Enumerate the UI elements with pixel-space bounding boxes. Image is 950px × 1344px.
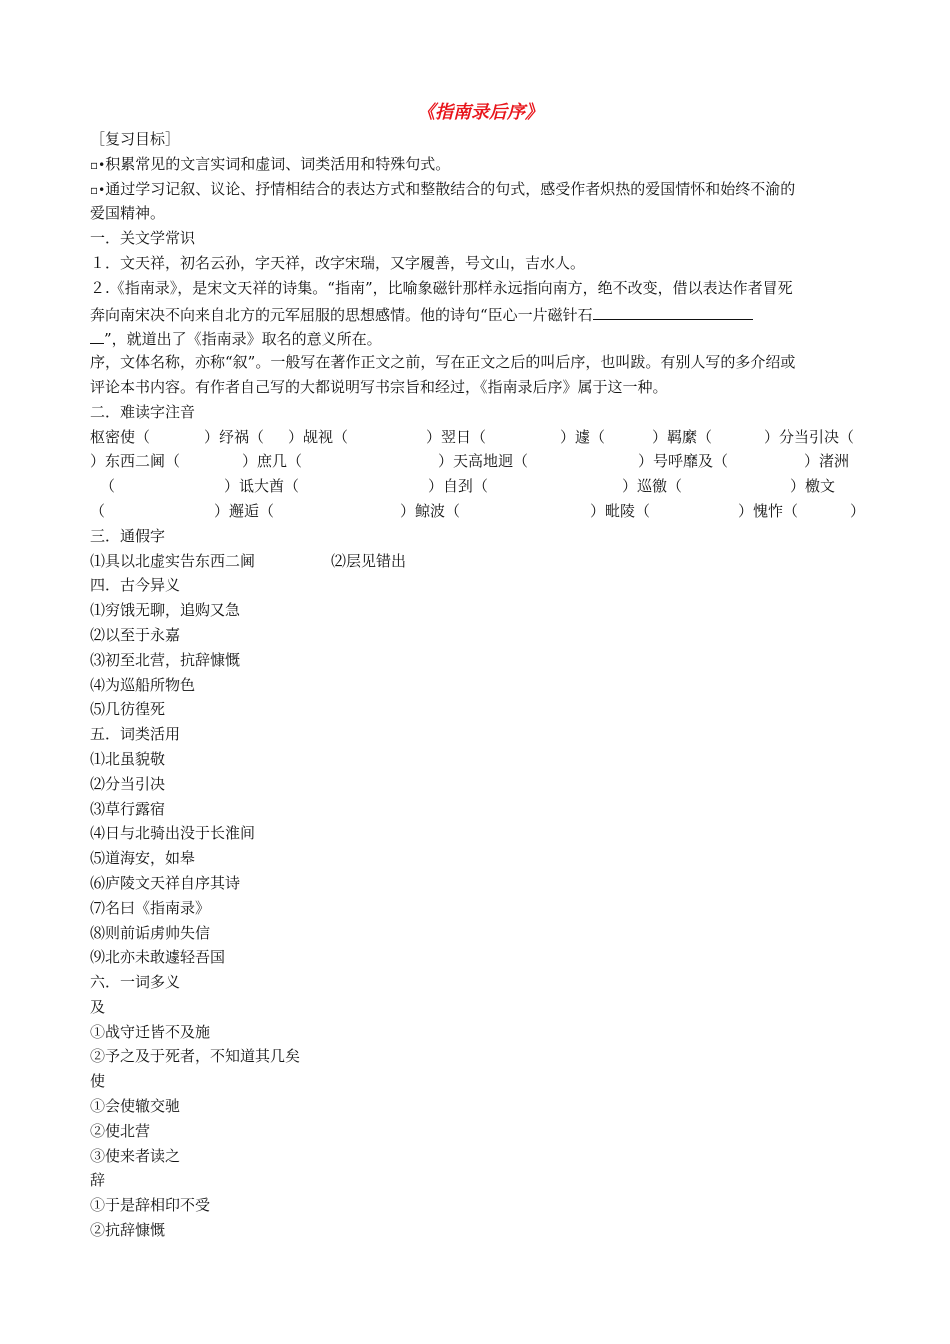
pinyin-item: ）庶几（ bbox=[242, 452, 303, 471]
pinyin-item: ）毗陵（ bbox=[590, 501, 651, 520]
pinyin-item: ） bbox=[850, 501, 866, 520]
section-1-heading: 一．关文学常识 bbox=[90, 229, 196, 248]
list-item: ⑻则前诟虏帅失信 bbox=[90, 923, 211, 942]
polysemy-word: 及 bbox=[90, 997, 106, 1016]
pinyin-row-1 bbox=[90, 425, 870, 450]
literature-p2a: ２.《指南录》，是宋文天祥的诗集。“指南”，比喻象磁针那样永远指向南方，绝不改变，借以表达作者冒死 bbox=[90, 278, 793, 297]
list-item: ⑹庐陵文天祥自序其诗 bbox=[90, 873, 241, 892]
list-item: ②抗辞慷慨 bbox=[90, 1221, 166, 1240]
pinyin-item: ）邂逅（ bbox=[214, 501, 275, 520]
list-item: ⑸几彷徨死 bbox=[90, 700, 166, 719]
list-item: ⑼北亦未敢遽轻吾国 bbox=[90, 948, 226, 967]
pinyin-item: ）遽（ bbox=[560, 427, 606, 446]
goal-item-1: ▫•积累常见的文言实词和虚词、词类活用和特殊句式。 bbox=[90, 154, 451, 173]
pinyin-row-3 bbox=[90, 474, 870, 499]
section-3-heading: 三．通假字 bbox=[90, 526, 166, 545]
pinyin-item: ）天高地迥（ bbox=[438, 452, 529, 471]
literature-p2b: 奔向南宋决不向来自北方的元军屈服的思想感情。他的诗句“臣心一片磁针石 bbox=[90, 301, 870, 326]
pinyin-item: ）愧怍（ bbox=[738, 501, 799, 520]
pinyin-item: ）巡徼（ bbox=[622, 477, 683, 496]
pinyin-item: ）鲸波（ bbox=[400, 501, 461, 520]
list-item: ③使来者读之 bbox=[90, 1146, 181, 1165]
literature-p3b: 评论本书内容。有作者自己写的大都说明写书宗旨和经过，《指南录后序》属于这一种。 bbox=[90, 377, 668, 396]
goals-heading: ［复习目标］ bbox=[90, 130, 181, 148]
bullet-icon: ▫• bbox=[90, 157, 106, 172]
pinyin-row-2 bbox=[90, 449, 870, 474]
list-item: ⑵分当引决 bbox=[90, 774, 166, 793]
list-item: ⑶初至北营，抗辞慷慨 bbox=[90, 650, 241, 669]
pinyin-item: ）号呼靡及（ bbox=[638, 452, 729, 471]
pinyin-item: ）渚洲 bbox=[804, 452, 850, 471]
pinyin-item: ）纾祸（ bbox=[204, 427, 265, 446]
list-item: ①战守迁皆不及施 bbox=[90, 1022, 211, 1041]
list-item: ⑵以至于永嘉 bbox=[90, 625, 181, 644]
list-item: ⑷日与北骑出没于长淮间 bbox=[90, 824, 256, 843]
polysemy-word: 辞 bbox=[90, 1171, 106, 1190]
pinyin-item: ）诋大酋（ bbox=[224, 477, 300, 496]
pinyin-item: ）东西二阃（ bbox=[90, 452, 181, 471]
literature-p3a: 序，文体名称，亦称“叙”。一般写在著作正文之前，写在正文之后的叫后序，也叫跋。有别人写的多介绍或 bbox=[90, 353, 796, 372]
fill-blank[interactable] bbox=[90, 325, 104, 344]
pinyin-item: ）分当引决（ bbox=[764, 427, 855, 446]
pinyin-item: ）檄文 bbox=[790, 477, 836, 496]
fill-blank[interactable] bbox=[593, 301, 753, 320]
section-4-heading: 四．古今异义 bbox=[90, 576, 181, 595]
list-item: ①于是辞相印不受 bbox=[90, 1196, 211, 1215]
list-item: ⑴穷饿无聊，追购又急 bbox=[90, 601, 241, 620]
list-item: ⑶草行露宿 bbox=[90, 799, 166, 818]
tongjia-items: ⑴具以北虚实告东西二阃 ⑵层见错出 bbox=[90, 551, 407, 570]
pinyin-item: ）自刭（ bbox=[428, 477, 489, 496]
list-item: ⑺名曰《指南录》 bbox=[90, 898, 211, 917]
list-item: ②予之及于死者，不知道其几矣 bbox=[90, 1047, 301, 1066]
pinyin-row-4 bbox=[90, 499, 870, 524]
pinyin-item: （ bbox=[90, 501, 106, 520]
pinyin-item: （ bbox=[100, 477, 116, 496]
pinyin-item: ）觇视（ bbox=[288, 427, 349, 446]
list-item: ⑴北虽貌敬 bbox=[90, 749, 166, 768]
document-title: 《指南录后序》 bbox=[417, 102, 543, 123]
list-item: ⑸道海安，如皋 bbox=[90, 849, 196, 868]
section-6-heading: 六．一词多义 bbox=[90, 973, 181, 992]
list-item: ②使北营 bbox=[90, 1121, 151, 1140]
literature-p1: １．文天祥，初名云孙，字天祥，改字宋瑞，又字履善，号文山，吉水人。 bbox=[90, 253, 586, 272]
goal-item-2: ▫•通过学习记叙、议论、抒情相结合的表达方式和整散结合的句式，感受作者炽热的爱国情怀和始终不渝的 bbox=[90, 179, 796, 198]
section-5-heading: 五．词类活用 bbox=[90, 725, 181, 744]
list-item: ①会使辙交驰 bbox=[90, 1097, 181, 1116]
literature-p2c: ”，就道出了《指南录》取名的意义所在。 bbox=[90, 325, 870, 350]
pinyin-item: ）羁縻（ bbox=[652, 427, 713, 446]
pinyin-item: 枢密使（ bbox=[90, 427, 151, 446]
pinyin-item: ）翌日（ bbox=[426, 427, 487, 446]
document-page bbox=[90, 101, 870, 1243]
polysemy-word: 使 bbox=[90, 1072, 106, 1091]
list-item: ⑷为巡船所物色 bbox=[90, 675, 196, 694]
bullet-icon: ▫• bbox=[90, 182, 106, 197]
section-2-heading: 二．难读字注音 bbox=[90, 402, 196, 421]
goal-item-2-cont: 爱国精神。 bbox=[90, 204, 166, 223]
